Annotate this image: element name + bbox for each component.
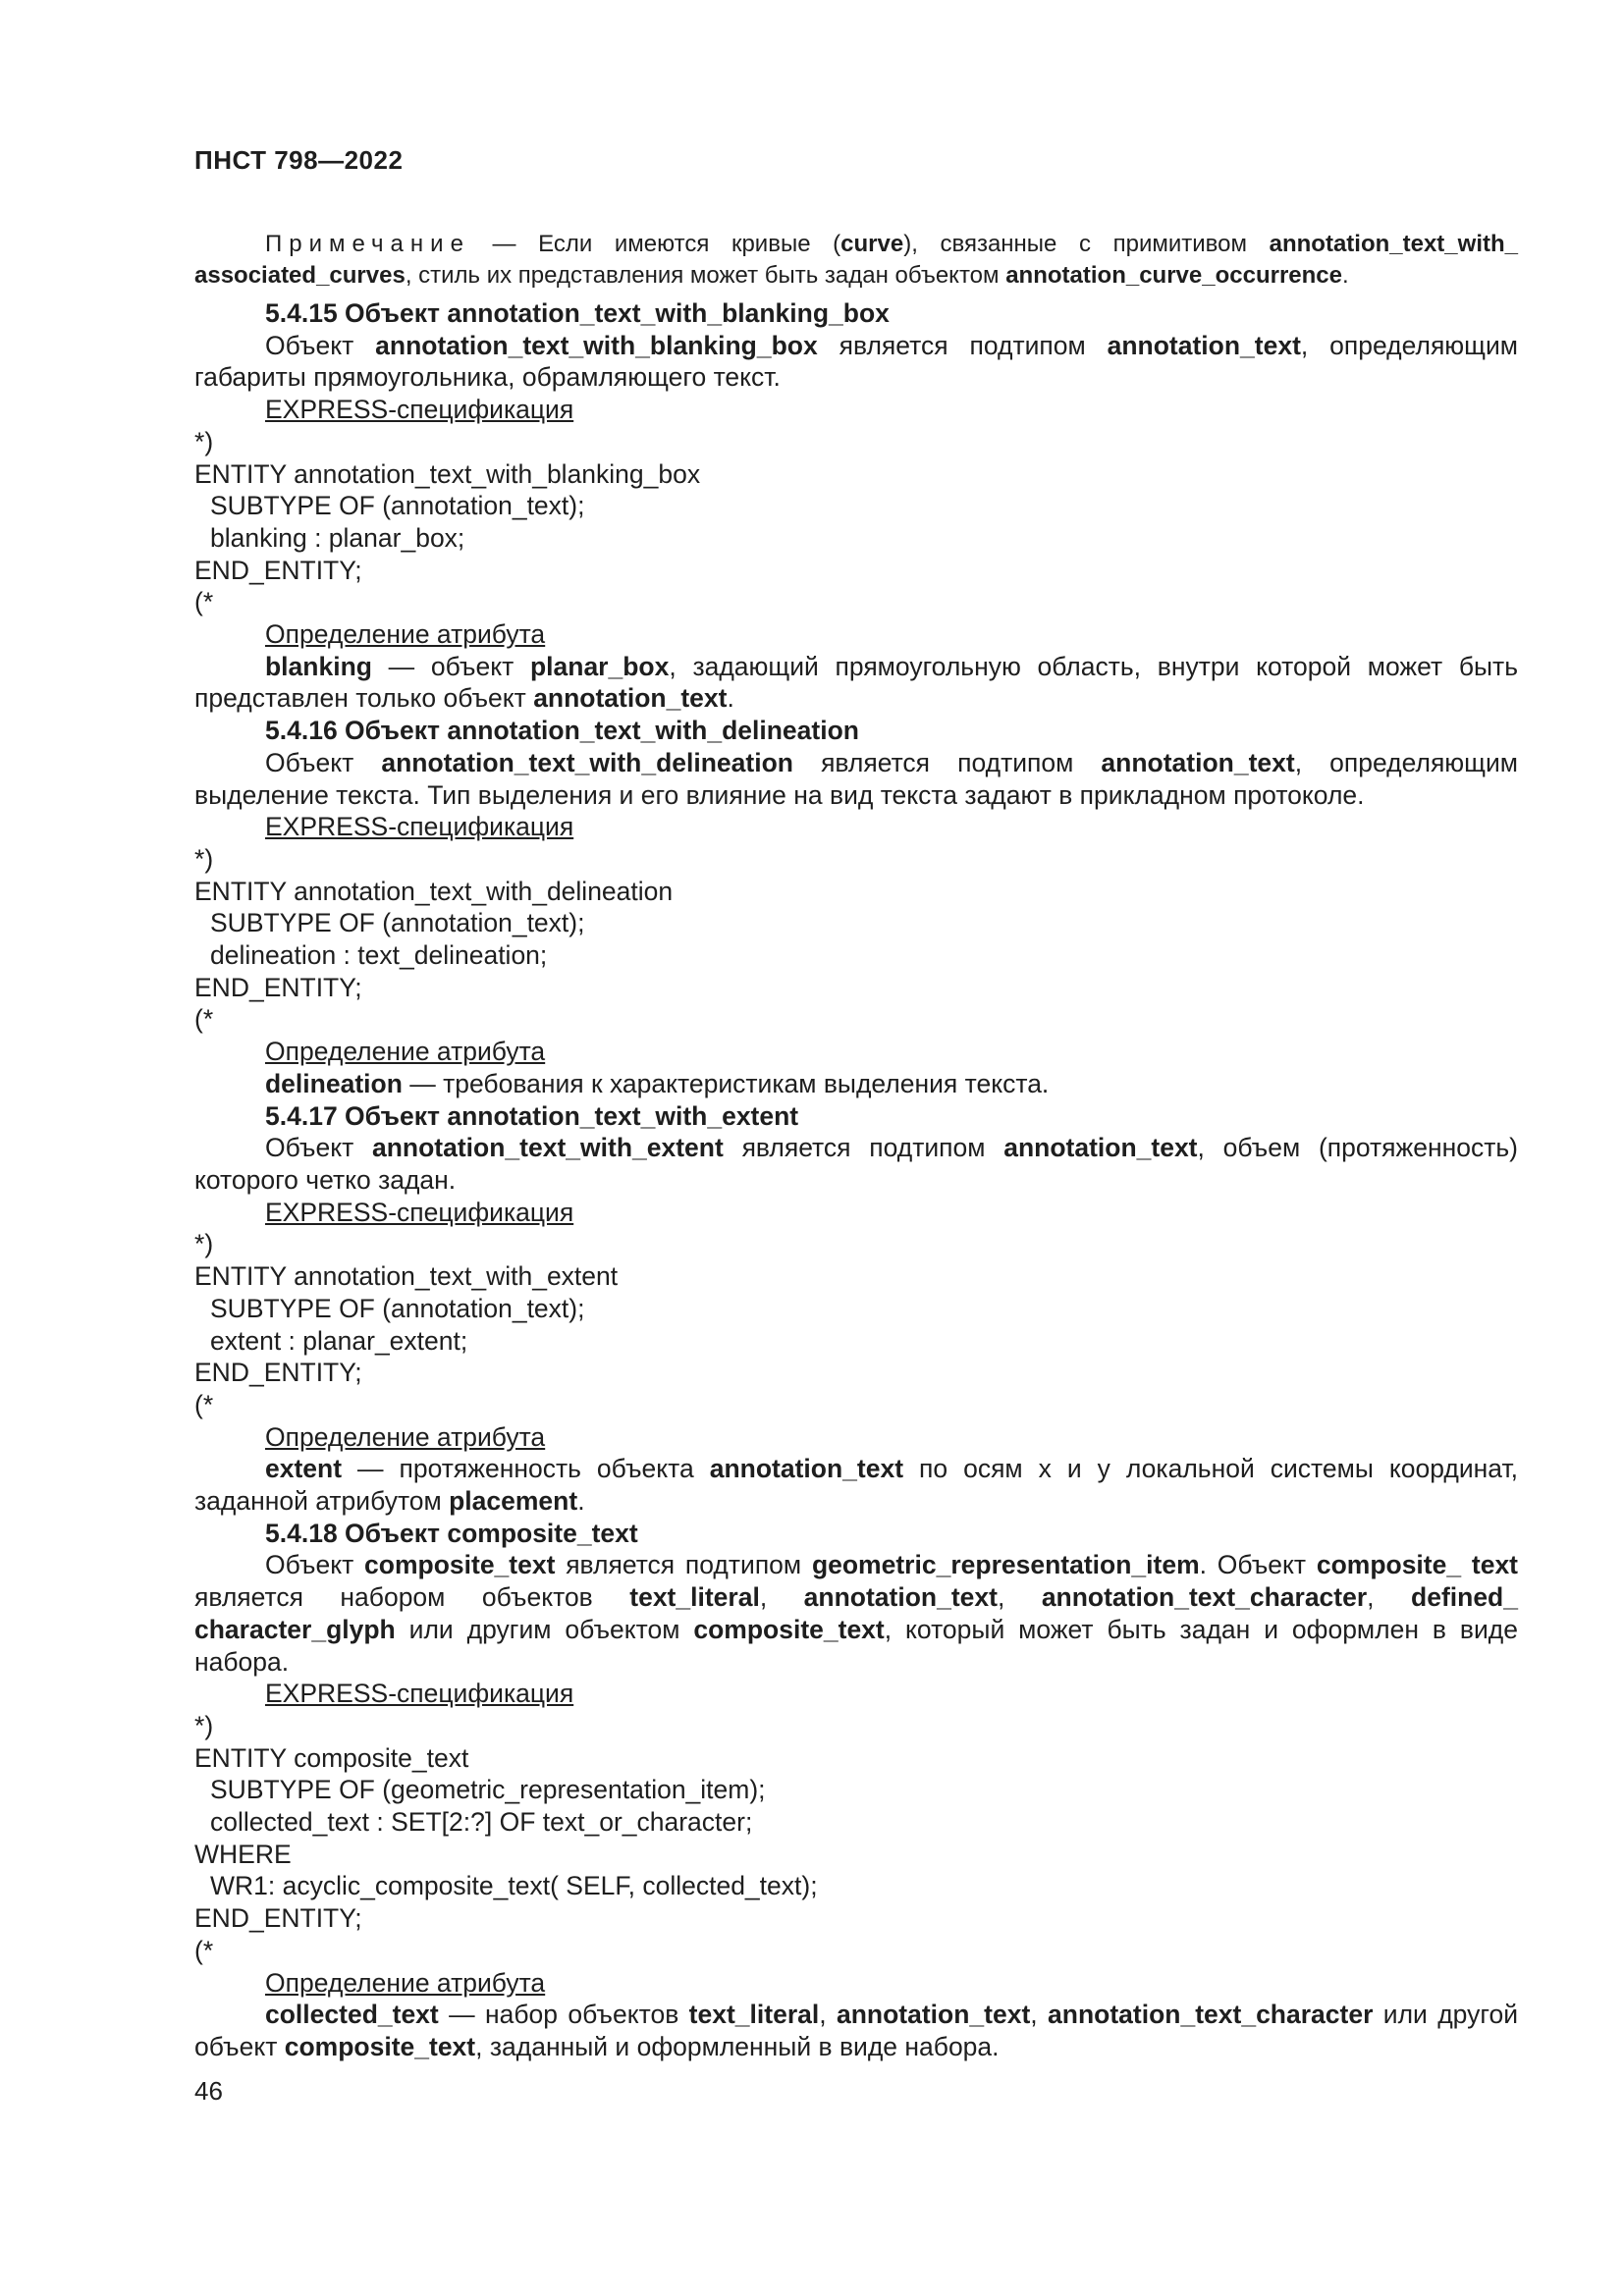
code-line: *) bbox=[194, 1229, 214, 1259]
note-paragraph: Примечание — Если имеются кривые (curve), связанные с примитивом annotation_text_with_ associated_curves, стиль их представления может быть задан объектом annotation_curve_occurrence. bbox=[194, 231, 1518, 289]
code-line: ENTITY composite_text bbox=[194, 1742, 469, 1773]
section-heading-5-4-15: 5.4.15 Объект annotation_text_with_blanking_box bbox=[265, 298, 890, 328]
attribute-definition-label: Определение атрибута bbox=[265, 1967, 546, 1998]
section-heading-5-4-17: 5.4.17 Объект annotation_text_with_extent bbox=[265, 1100, 799, 1131]
code-line: *) bbox=[194, 426, 214, 456]
express-spec-label: EXPRESS-спецификация bbox=[265, 812, 574, 842]
code-line: (* bbox=[194, 587, 214, 617]
section-5-4-18-description: Объект composite_text является подтипом geometric_representation_item. Объект composite_ text является набором объектов text_literal, annotation_text, annotation_text_character, defined_ character_glyph или другим объектом composite_text, который может быть задан и оформлен в виде набора. bbox=[194, 1550, 1519, 1677]
code-line: *) bbox=[194, 1710, 214, 1740]
section-5-4-17-description: Объект annotation_text_with_extent является подтипом annotation_text, объем (протяженность) которого четко задан. bbox=[194, 1133, 1518, 1195]
attribute-definition: extent — протяженность объекта annotation_text по осям x и y локальной системы координат, заданной атрибутом placement. bbox=[194, 1454, 1519, 1517]
code-line: extent : planar_extent; bbox=[210, 1325, 468, 1356]
code-line: blanking : planar_box; bbox=[210, 522, 465, 553]
code-line: END_ENTITY; bbox=[194, 972, 362, 1002]
section-heading-5-4-16: 5.4.16 Объект annotation_text_with_delineation bbox=[265, 716, 859, 746]
code-line: ENTITY annotation_text_with_blanking_box bbox=[194, 458, 701, 489]
code-line: (* bbox=[194, 1935, 214, 1965]
page-number: 46 bbox=[194, 2076, 223, 2106]
express-spec-label: EXPRESS-спецификация bbox=[265, 1197, 574, 1227]
document-header: ПНСТ 798—2022 bbox=[194, 145, 404, 175]
attribute-definition-label: Определение атрибута bbox=[265, 619, 546, 650]
code-line: END_ENTITY; bbox=[194, 1358, 362, 1388]
note-label: Примечание bbox=[265, 231, 470, 257]
express-spec-label: EXPRESS-спецификация bbox=[265, 395, 574, 425]
code-line: collected_text : SET[2:?] OF text_or_character; bbox=[210, 1807, 753, 1838]
code-line: WR1: acyclic_composite_text( SELF, collected_text); bbox=[210, 1871, 818, 1901]
attribute-definition-label: Определение атрибута bbox=[265, 1421, 546, 1452]
section-5-4-15-description: Объект annotation_text_with_blanking_box является подтипом annotation_text, определяющим габариты прямоугольника, обрамляющего текст. bbox=[194, 330, 1518, 393]
code-line: ENTITY annotation_text_with_extent bbox=[194, 1261, 619, 1292]
code-line: ENTITY annotation_text_with_delineation bbox=[194, 876, 674, 906]
section-heading-5-4-18: 5.4.18 Объект composite_text bbox=[265, 1518, 638, 1548]
code-line: (* bbox=[194, 1389, 214, 1419]
attribute-definition: delineation — требования к характеристикам выделения текста. bbox=[265, 1068, 1050, 1098]
code-line: (* bbox=[194, 1004, 214, 1035]
code-line: SUBTYPE OF (geometric_representation_item); bbox=[210, 1775, 766, 1805]
section-5-4-16-description: Объект annotation_text_with_delineation является подтипом annotation_text, определяющим выделение текста. Тип выделения и его влияние на вид текста задают в прикладном протоколе. bbox=[194, 747, 1518, 810]
attribute-definition: blanking — объект planar_box, задающий прямоугольную область, внутри которой может быть представлен только объект annotation_text. bbox=[194, 651, 1518, 714]
code-line: WHERE bbox=[194, 1839, 292, 1869]
code-line: SUBTYPE OF (annotation_text); bbox=[210, 491, 585, 521]
code-line: SUBTYPE OF (annotation_text); bbox=[210, 908, 585, 938]
code-line: SUBTYPE OF (annotation_text); bbox=[210, 1293, 585, 1323]
code-line: delineation : text_delineation; bbox=[210, 940, 548, 971]
code-line: *) bbox=[194, 843, 214, 874]
attribute-definition-label: Определение атрибута bbox=[265, 1037, 546, 1067]
code-line: END_ENTITY; bbox=[194, 555, 362, 585]
code-line: END_ENTITY; bbox=[194, 1903, 362, 1934]
attribute-definition: collected_text — набор объектов text_literal, annotation_text, annotation_text_character или другой объект composite_text, заданный и оформленный в виде набора. bbox=[194, 2000, 1519, 2061]
express-spec-label: EXPRESS-спецификация bbox=[265, 1679, 574, 1709]
page-content bbox=[194, 229, 1518, 2063]
